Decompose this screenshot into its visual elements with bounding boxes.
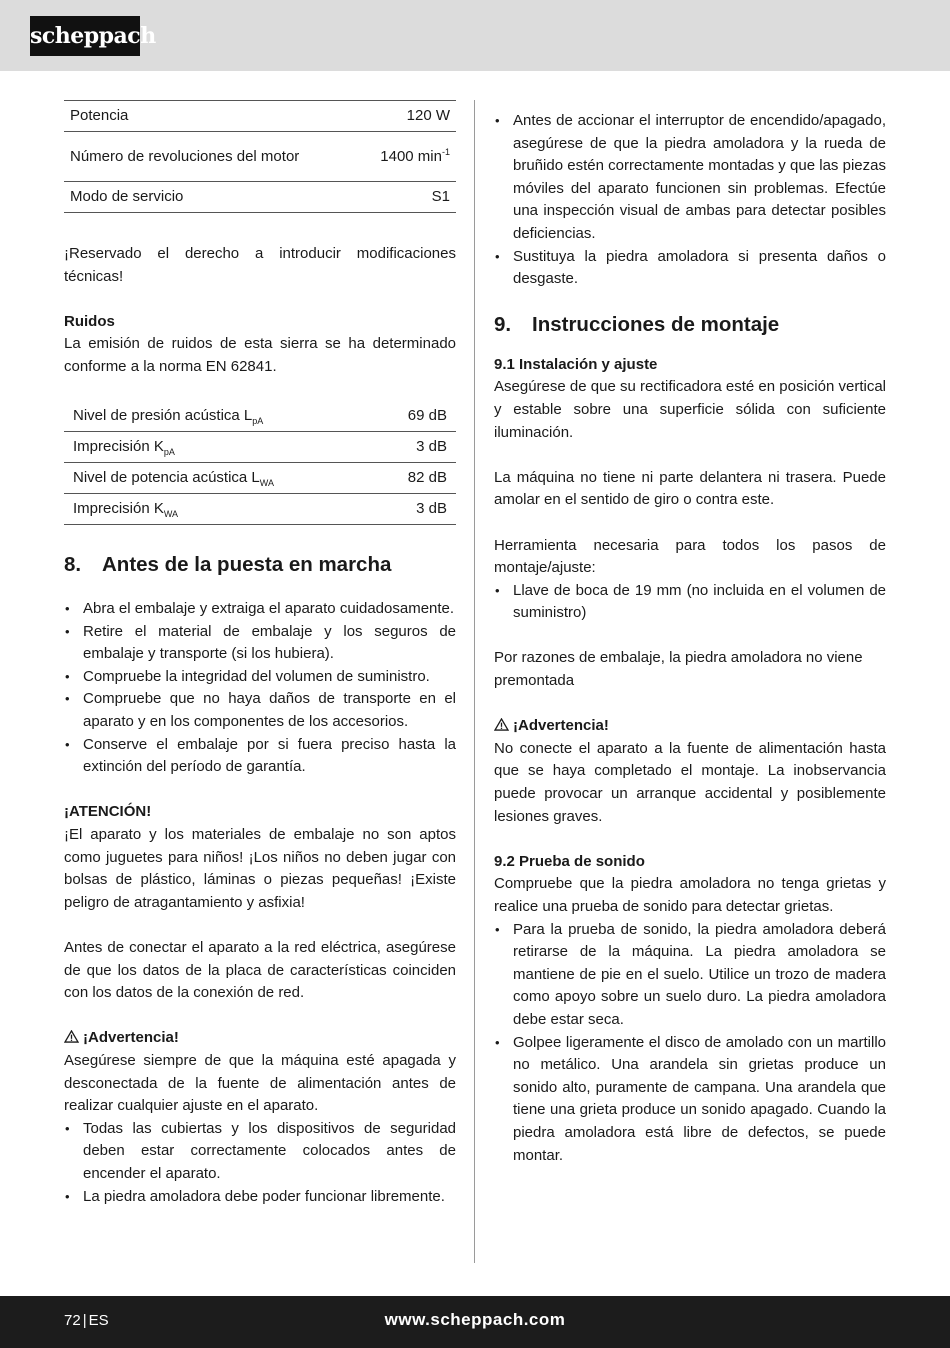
list-item: • Llave de boca de 19 mm (no incluida en el volumen de suministro) [494, 580, 886, 625]
spec-label: Número de revoluciones del motor [70, 147, 300, 165]
table-row [64, 132, 456, 182]
footer-bar [0, 1296, 950, 1348]
noise-value: 82 dB [407, 469, 447, 487]
list-item: • Abra el embalaje y extraiga el aparato cuidadosamente. [64, 598, 456, 621]
section-9-1-text: Herramienta necesaria para todos los pasos de montaje/ajuste: [494, 536, 886, 577]
noise-label: Nivel de potencia acústica $L_{WA}$ [73, 469, 274, 489]
table-row [64, 401, 456, 432]
table-row [64, 494, 456, 525]
warning-heading: ¡Advertencia! [494, 715, 886, 738]
list-item: • Golpee ligeramente el disco de amolado con un martillo no metálico. Una arandela sin grietas produce un sonido alto, puramente de campana. Una arandela que tiene una grieta produce un sonido apagado. Cuando la piedra amoladora está libre de defectos, se puede montar. [494, 1032, 886, 1168]
table-row [64, 463, 456, 494]
noise-text: La emisión de ruidos de esta sierra se ha determinado conforme a la norma EN 62841. [64, 335, 456, 375]
section-9-2-heading: 9.2 Prueba de sonido [494, 852, 645, 870]
tool-list [494, 580, 886, 625]
section-9-2-list [494, 919, 886, 1168]
warning-heading: ¡Advertencia! [64, 1027, 456, 1050]
noise-label: Imprecisión $K_{WA}$ [73, 500, 179, 520]
noise-value: 3 dB [416, 438, 447, 456]
table-row [64, 182, 456, 213]
section-8-list [64, 598, 456, 779]
attention-heading: ¡ATENCIÓN! [64, 803, 152, 821]
section-9-heading: 9. Instrucciones de montaje [494, 312, 780, 336]
section-8-heading: 8. Antes de la puesta en marcha [64, 553, 392, 577]
spec-label: Modo de servicio [70, 188, 184, 205]
separator: | [82, 1312, 87, 1329]
spec-table [64, 100, 456, 213]
table-row [64, 101, 456, 132]
header-bar [0, 0, 950, 71]
list-item: • Retire el material de embalaje y los seguros de embalaje y transporte (si los hubiera). [64, 621, 456, 666]
warning-text: Asegúrese siempre de que la máquina esté apagada y desconectada de la fuente de alimentación antes de realizar cualquier ajuste en el aparato. [64, 1051, 456, 1115]
list-item: • Antes de accionar el interruptor de encendido/apagado, asegúrese de que la piedra amoladora y la rueda de bruñido estén correctamente montadas y que las piezas móviles del aparato funcionen sin problemas. Efectúe una inspección visual de ambas para detectar posibles deficiencias. [494, 110, 886, 246]
noise-heading: Ruidos [64, 312, 115, 330]
list-item: • Compruebe que no haya daños de transporte en el aparato y en los componentes de los accesorios. [64, 688, 456, 733]
language-code: ES [88, 1312, 109, 1329]
column-divider [474, 100, 475, 1263]
spec-value: 120 W [406, 107, 450, 124]
reserved-rights-note: ¡Reservado el derecho a introducir modificaciones técnicas! [64, 245, 456, 285]
connect-text: Antes de conectar el aparato a la red eléctrica, asegúrese de que los datos de la placa de características coinciden con los datos de la conexión de red. [64, 938, 456, 1002]
left-column [64, 100, 456, 1208]
warning-text: No conecte el aparato a la fuente de alimentación hasta que se haya completado el montaje. La inobservancia puede provocar un arranque accidental y posiblemente lesiones graves. [494, 739, 886, 825]
spec-value: S1 [431, 188, 450, 205]
list-item: • Todas las cubiertas y los dispositivos de seguridad deben estar correctamente colocados antes de encender el aparato. [64, 1118, 456, 1186]
list-item: • La piedra amoladora debe poder funcionar libremente. [64, 1186, 456, 1209]
warning-triangle-icon [494, 718, 509, 731]
section-9-2-text: Compruebe que la piedra amoladora no tenga grietas y realice una prueba de sonido para detectar grietas. [494, 875, 886, 915]
section-9-1-heading: 9.1 Instalación y ajuste [494, 355, 658, 373]
list-item: • Para la prueba de sonido, la piedra amoladora deberá retirarse de la máquina. La piedra amoladora se mantiene de pie en el suelo. Utilice un trozo de madera como apoyo sobre un suelo duro. La piedra amoladora debe estar seca. [494, 919, 886, 1032]
spec-value: 1400 $\min^{-1}$ [380, 146, 450, 165]
warning-list [64, 1118, 456, 1208]
noise-label: Nivel de presión acústica $L_{pA}$ [73, 406, 264, 426]
section-9-1-text: La máquina no tiene ni parte delantera ni trasera. Puede amolar en el sentido de giro o contra este. [494, 468, 886, 509]
warning-triangle-icon [64, 1030, 79, 1043]
attention-text: ¡El aparato y los materiales de embalaje no son aptos como juguetes para niños! ¡Los niños no deben jugar con bolsas de plástico, láminas o piezas pequeñas! ¡Existe peligro de atragantamiento y asfixia! [64, 826, 456, 911]
right-column [494, 110, 886, 1167]
noise-label: Imprecisión $K_{pA}$ [73, 438, 175, 458]
list-item: • Conserve el embalaje por si fuera preciso hasta la extinción del período de garantía. [64, 734, 456, 779]
section-9-1-text: Asegúrese de que su rectificadora esté en posición vertical y estable sobre una superficie sólida con suficiente iluminación. [494, 378, 886, 441]
noise-table [64, 401, 456, 526]
list-item: • Sustituya la piedra amoladora si presenta daños o desgaste. [494, 246, 886, 291]
section-9-1-text: Por razones de embalaje, la piedra amoladora no viene premontada [494, 649, 863, 690]
scheppach-logo: scheppach [30, 16, 140, 56]
website-url: www.scheppach.com [384, 1310, 566, 1329]
noise-value: 3 dB [416, 500, 447, 518]
top-list [494, 110, 886, 291]
page-number: 72 [64, 1312, 81, 1329]
list-item: • Compruebe la integridad del volumen de suministro. [64, 666, 456, 689]
noise-value: 69 dB [407, 406, 447, 424]
table-row [64, 432, 456, 463]
spec-label: Potencia [70, 107, 129, 124]
